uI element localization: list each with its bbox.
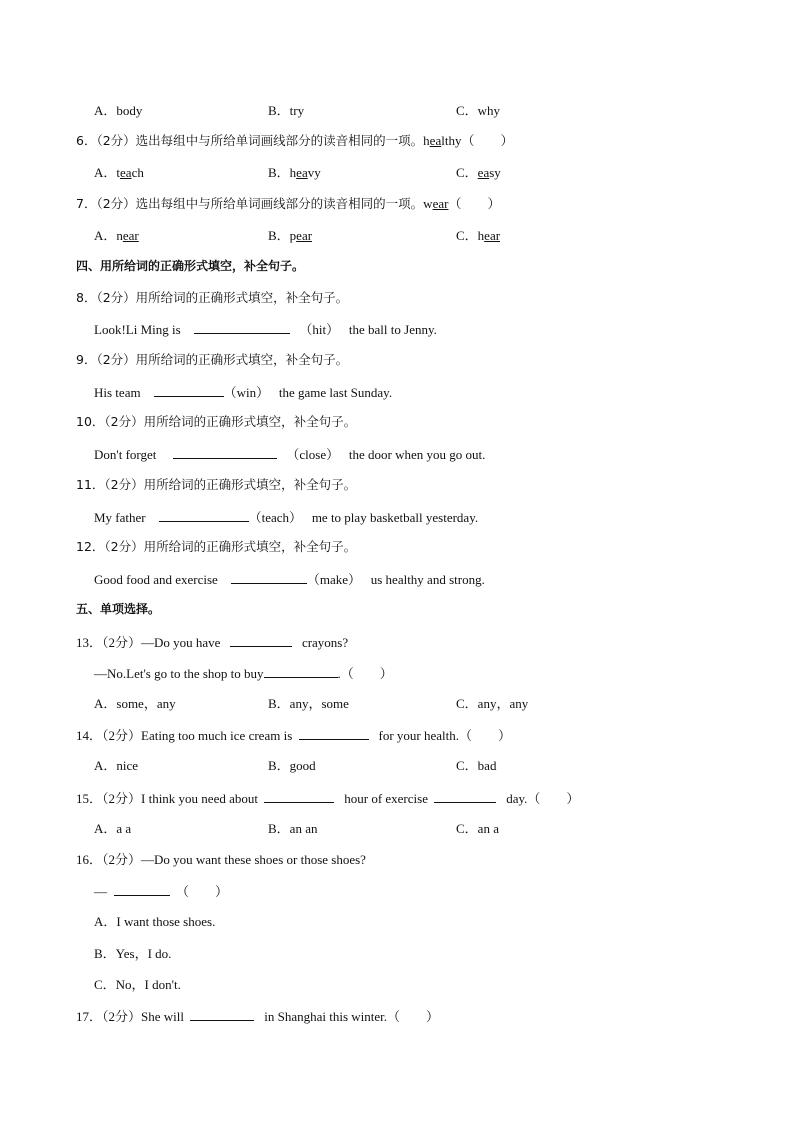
q7-option-c[interactable]: C．hear (456, 228, 501, 243)
q7-stem: 7．（2分）选出每组中与所给单词画线部分的读音相同的一项。wear（ ） (76, 196, 501, 211)
q17-stem: 17．（2分）She will in Shanghai this winter.（ ） (76, 1009, 440, 1024)
q8-sentence: Look!Li Ming is （hit） the ball to Jenny. (94, 322, 437, 337)
q6-option-b[interactable]: B．heavy (268, 165, 321, 180)
q5-option-b[interactable]: B．try (268, 103, 305, 118)
q16-stem: 16．（2分）—Do you want these shoes or those shoes? (76, 852, 366, 867)
q15-options (94, 821, 714, 837)
q6-stem: 6．（2分）选出每组中与所给单词画线部分的读音相同的一项。healthy（ ） (76, 133, 514, 148)
q14-answer-blank[interactable] (299, 727, 369, 740)
q13-line2: —No.Let's go to the shop to buy .（ ） (94, 666, 393, 681)
q5-options (94, 103, 714, 119)
q10-sentence: Don't forget （close） the door when you go out. (94, 447, 486, 462)
q13-blank-1[interactable] (230, 634, 292, 647)
q10-answer-blank[interactable] (173, 446, 277, 459)
q14-option-a[interactable]: A．nice (94, 758, 139, 773)
q6-underlined-part: ea (429, 133, 442, 148)
q13-option-c[interactable]: C．any，any (456, 696, 529, 711)
q16-option-a[interactable]: A．I want those shoes. (94, 914, 216, 929)
q5-option-a[interactable]: A．body (94, 103, 143, 118)
q13-stem: 13．（2分）—Do you have crayons? (76, 635, 349, 650)
q11-answer-blank[interactable] (159, 509, 249, 522)
q15-option-c[interactable]: C．an a (456, 821, 499, 836)
q7-options (94, 228, 714, 244)
q11-sentence: My father （teach） me to play basketball yesterday. (94, 510, 479, 525)
q12-sentence: Good food and exercise （make） us healthy and strong. (94, 572, 485, 587)
q7-option-b[interactable]: B．pear (268, 228, 313, 243)
q14-options (94, 758, 714, 774)
q15-blank-2[interactable] (434, 790, 496, 803)
q13-blank-2[interactable] (264, 665, 338, 678)
q16-answer-blank[interactable] (114, 883, 170, 896)
q13-options (94, 696, 714, 712)
q16-option-c[interactable]: C．No，I don't. (94, 977, 181, 992)
q12-answer-blank[interactable] (231, 571, 307, 584)
q14-option-b[interactable]: B．good (268, 758, 316, 773)
q6-option-a[interactable]: A．teach (94, 165, 144, 180)
q9-stem: 9．（2分）用所给词的正确形式填空，补全句子。 (76, 352, 349, 367)
q9-sentence: His team （win） the game last Sunday. (94, 385, 393, 400)
q8-answer-blank[interactable] (194, 321, 290, 334)
q13-option-b[interactable]: B．any，some (268, 696, 349, 711)
q15-option-b[interactable]: B．an an (268, 821, 318, 836)
q13-option-a[interactable]: A．some，any (94, 696, 176, 711)
q12-stem: 12．（2分）用所给词的正确形式填空，补全句子。 (76, 539, 357, 554)
q14-stem: 14．（2分）Eating too much ice cream is for your health.（ ） (76, 728, 512, 743)
q6-options (94, 165, 714, 181)
q9-answer-blank[interactable] (154, 384, 224, 397)
section-5-heading: 五、单项选择。 (76, 602, 161, 616)
q11-stem: 11．（2分）用所给词的正确形式填空，补全句子。 (76, 477, 357, 492)
q7-underlined-part: ear (432, 196, 449, 211)
q17-answer-blank[interactable] (190, 1008, 254, 1021)
q16-option-b[interactable]: B．Yes，I do. (94, 946, 172, 961)
q14-option-c[interactable]: C．bad (456, 758, 497, 773)
section-4-heading: 四、用所给词的正确形式填空，补全句子。 (76, 259, 305, 273)
q15-stem: 15．（2分）I think you need about hour of exercise day.（ ） (76, 791, 580, 806)
q16-line2: — （ ） (94, 884, 229, 899)
q6-option-c[interactable]: C．easy (456, 165, 501, 180)
q7-option-a[interactable]: A．near (94, 228, 139, 243)
q15-option-a[interactable]: A．a a (94, 821, 132, 836)
q8-stem: 8．（2分）用所给词的正确形式填空，补全句子。 (76, 290, 349, 305)
q15-blank-1[interactable] (264, 790, 334, 803)
q5-option-c[interactable]: C．why (456, 103, 501, 118)
q10-stem: 10．（2分）用所给词的正确形式填空，补全句子。 (76, 414, 357, 429)
